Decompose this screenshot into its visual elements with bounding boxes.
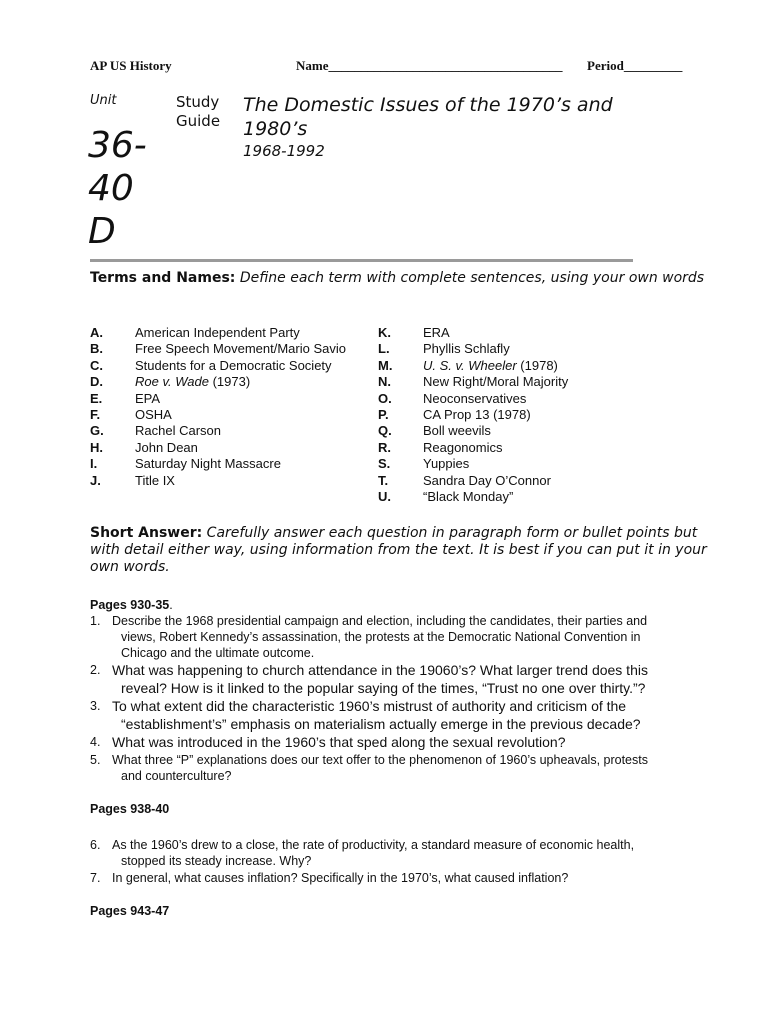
term-letter: G. xyxy=(90,423,104,439)
term-text: Rachel Carson xyxy=(135,423,221,439)
term-text-rest: (1978) xyxy=(516,357,558,373)
question-item xyxy=(90,752,710,784)
question-text: and counterculture? xyxy=(121,769,232,783)
question-item xyxy=(90,734,710,752)
term-text-italic: U. S. v. Wheeler xyxy=(423,357,517,373)
question-text: What was introduced in the 1960’s that sped along the sexual revolution? xyxy=(112,734,566,750)
term-letter: A. xyxy=(90,325,103,340)
pages-period: . xyxy=(169,598,173,612)
term-letter: R. xyxy=(378,439,391,455)
question-text: In general, what causes inflation? Specifically in the 1970’s, what caused inflation? xyxy=(112,871,569,885)
term-letter: C. xyxy=(90,357,103,373)
term-text: Yuppies xyxy=(423,456,470,472)
term-text: Boll weevils xyxy=(423,423,491,439)
term-text: OSHA xyxy=(135,406,172,422)
term-letter: T. xyxy=(378,472,389,488)
terms-heading-instruction: Define each term with complete sentences, using your own words xyxy=(239,270,705,286)
term-letter: D. xyxy=(90,374,103,390)
term-text: Students for a Democratic Society xyxy=(135,357,332,373)
short-answer-label: Short Answer: xyxy=(90,525,203,541)
unit-number-line: 36- xyxy=(88,125,147,166)
question-text: What three “P” explanations does our text offer to the phenomenon of 1960’s upheavals, protests xyxy=(112,753,648,767)
question-text: What was happening to church attendance in the 19060’s? What larger trend does this xyxy=(112,662,648,678)
question-item xyxy=(90,870,710,886)
period-field: Period_________ xyxy=(587,58,683,73)
unit-number xyxy=(88,124,147,253)
term-text: Phyllis Schlafly xyxy=(423,341,510,357)
term-text xyxy=(135,374,250,390)
study-guide-line: Guide xyxy=(176,112,221,130)
question-text: reveal? How is it linked to the popular saying of the times, “Trust no one over thirty.”? xyxy=(121,679,646,696)
unit-label: Unit xyxy=(90,93,117,108)
short-answer-heading xyxy=(90,525,710,576)
term-letter: L. xyxy=(378,341,390,357)
term-text: Title IX xyxy=(135,472,175,488)
question-text: To what extent did the characteristic 1960’s mistrust of authority and criticism of the xyxy=(112,698,627,714)
term-letter: Q. xyxy=(378,423,392,439)
term-letter: F. xyxy=(90,406,101,422)
question-number: 6. xyxy=(90,838,101,852)
question-item xyxy=(90,698,710,733)
unit-number-line: 40 xyxy=(88,168,134,209)
pages-heading xyxy=(90,598,173,612)
question-item xyxy=(90,613,710,661)
term-letter: M. xyxy=(378,357,393,373)
pages-heading: Pages 943-47 xyxy=(90,904,170,918)
short-answer-instruction: Carefully answer each question in paragraph form or bullet points but with detail either way, using information from the text. It is best if you can put it in your own words. xyxy=(90,525,707,575)
pages-heading: Pages 938-40 xyxy=(90,802,170,816)
term-letter: B. xyxy=(90,341,103,357)
term-letter: I. xyxy=(90,456,98,472)
term-text: John Dean xyxy=(135,439,198,455)
question-text: “establishment’s” emphasis on materialism actually emerge in the previous decade? xyxy=(121,715,641,732)
term-letter: E. xyxy=(90,390,103,406)
pages-range: Pages 930-35 xyxy=(90,598,170,612)
question-item xyxy=(90,662,710,697)
term-letter: P. xyxy=(378,406,389,422)
question-text: stopped its steady increase. Why? xyxy=(121,854,312,868)
question-text: As the 1960’s drew to a close, the rate of productivity, a standard measure of economic health, xyxy=(112,838,635,852)
term-text: Free Speech Movement/Mario Savio xyxy=(135,341,346,357)
question-number: 7. xyxy=(90,871,101,885)
term-text: CA Prop 13 (1978) xyxy=(423,406,531,422)
term-letter: O. xyxy=(378,390,392,406)
term-text: EPA xyxy=(135,390,161,406)
question-number: 5. xyxy=(90,753,101,767)
document-years: 1968-1992 xyxy=(243,142,325,160)
course-title: AP US History xyxy=(90,58,172,73)
question-number: 2. xyxy=(90,663,101,677)
term-letter: J. xyxy=(90,472,101,488)
terms-heading-label: Terms and Names: xyxy=(90,270,236,286)
question-text: views, Robert Kennedy’s assassination, the protests at the Democratic National Convention in xyxy=(121,630,641,644)
term-text-rest: (1973) xyxy=(208,374,251,390)
question-number: 3. xyxy=(90,699,101,713)
term-text: New Right/Moral Majority xyxy=(423,374,569,390)
term-text: “Black Monday” xyxy=(423,488,514,504)
name-field: Name____________________________________ xyxy=(296,58,563,73)
worksheet-header xyxy=(90,58,690,76)
document-title: The Domestic Issues of the 1970’s and 1980’s xyxy=(243,94,613,140)
term-letter: N. xyxy=(378,374,391,390)
term-text-italic: Roe v. Wade xyxy=(135,374,209,390)
term-text: Sandra Day O’Connor xyxy=(423,472,551,488)
unit-number-line: D xyxy=(88,211,116,252)
term-text: Neoconservatives xyxy=(423,390,527,406)
study-guide-line: Study xyxy=(176,93,220,111)
terms-section-heading xyxy=(90,270,710,287)
question-number: 1. xyxy=(90,614,101,628)
question-number: 4. xyxy=(90,735,101,749)
question-item xyxy=(90,837,710,869)
term-text: Saturday Night Massacre xyxy=(135,456,281,472)
term-letter: H. xyxy=(90,439,103,455)
divider-rule xyxy=(90,259,633,262)
term-text: American Independent Party xyxy=(135,325,300,340)
question-text: Chicago and the ultimate outcome. xyxy=(121,646,315,660)
term-letter: K. xyxy=(378,325,391,340)
term-text: Reagonomics xyxy=(423,439,503,455)
term-text: ERA xyxy=(423,325,450,340)
term-text xyxy=(423,358,558,374)
term-letter: S. xyxy=(378,456,391,472)
term-letter: U. xyxy=(378,488,391,504)
question-text: Describe the 1968 presidential campaign and election, including the candidates, their parties and xyxy=(112,614,648,628)
study-guide-label xyxy=(176,93,220,131)
